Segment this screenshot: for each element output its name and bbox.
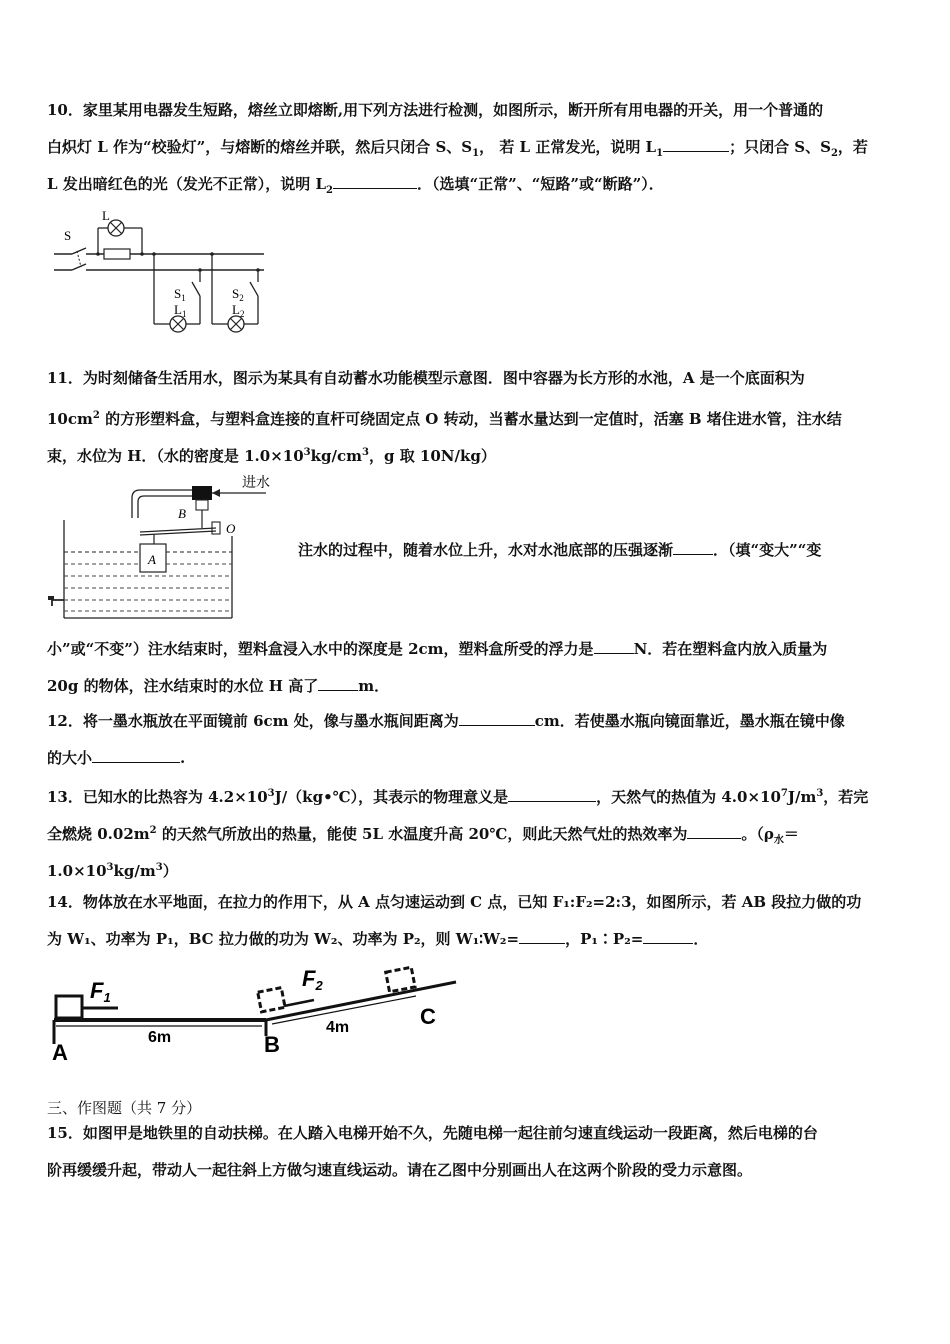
q14-label-a: A (52, 1040, 68, 1063)
q10-sub-s1: 1 (472, 148, 480, 159)
q11-line-2 (47, 397, 907, 434)
q13-line-3 (47, 849, 907, 886)
q11-label-b: B (178, 506, 186, 521)
q15-line-1: 15．如图甲是地铁里的自动扶梯。在人踏入电梯开始不久，先随电梯一起往前匀速直线运动一段距离，然后电梯的台 (47, 1124, 818, 1142)
q14-line-2 (47, 921, 907, 958)
q11-line-5 (47, 668, 907, 705)
q13-sup-5: 3 (106, 862, 114, 873)
q11-sup-cm2: 2 (92, 410, 100, 421)
q14-block-c (386, 967, 415, 992)
q12-line-1 (47, 703, 907, 740)
q10-switch-s-blade-2 (72, 264, 86, 270)
q13-blank-2[interactable] (687, 821, 741, 839)
q10-sub-l2: 2 (326, 185, 334, 196)
q14-line-1: 14．物体放在水平地面，在拉力的作用下，从 A 点匀速运动到 C 点，已知 F₁:F₂=2:3，如图所示，若 AB 段拉力做的功 (47, 893, 862, 911)
q10-label-s: S (64, 228, 72, 243)
q10-blank-1[interactable] (663, 134, 729, 152)
q11-blank-3[interactable] (318, 673, 358, 691)
q13-sup-3: 3 (816, 788, 824, 799)
q12-blank-2[interactable] (92, 745, 180, 763)
q14-label-f2: F2 (302, 966, 323, 993)
q10-switch-s-link (77, 251, 81, 267)
q11-label-inlet: 进水 (242, 476, 270, 491)
q11-line-1: 11．为时刻储备生活用水，图示为某具有自动蓄水功能模型示意图．图中容器为长方形的水池，A 是一个底面积为 (47, 369, 805, 387)
q13-sup-6: 3 (155, 862, 163, 873)
q12-blank-1[interactable] (459, 708, 535, 726)
q13-line-3a: 1.0×10 (47, 862, 107, 880)
q14-label-f1: F1 (90, 978, 111, 1005)
q10-line-2a: 白炽灯 L 作为“校验灯”，与熔断的熔丝并联，然后只闭合 S、S (47, 138, 473, 156)
q13-line-1d: J/m (787, 788, 817, 806)
q12-line-2 (47, 740, 907, 777)
q13-line-2 (47, 812, 907, 849)
q10-switch-s1 (192, 282, 200, 296)
question-14 (47, 884, 907, 958)
q14-label-b: B (264, 1032, 280, 1057)
q13-line-2a: 全燃烧 0.02m (47, 825, 150, 843)
q11-outlet-tap (52, 600, 64, 606)
section-3-title: 三、作图题（共 7 分） (47, 1099, 202, 1117)
q14-line-2c: ． (693, 930, 709, 948)
question-12 (47, 703, 907, 777)
q12-line-1a: 12．将一墨水瓶放在平面镜前 6cm 处，像与墨水瓶间距离为 (47, 712, 459, 730)
q10-label-l: L (102, 210, 110, 223)
question-11-cont (47, 631, 907, 705)
q11-line-5b: m． (358, 677, 390, 695)
q10-switch-s2 (250, 282, 258, 296)
q13-line-2c: 。（ρ (741, 825, 774, 843)
q10-line-3 (47, 166, 907, 203)
q14-label-4m: 4m (326, 1019, 350, 1036)
q11-line-5a: 20g 的物体，注水结束时的水位 H 高了 (47, 677, 319, 695)
q14-incline-figure (44, 958, 464, 1063)
q11-line-4a: 小”或“不变”）注水结束时，塑料盒浸入水中的深度是 2cm，塑料盒所受的浮力是 (47, 640, 594, 658)
q10-label-l1: $L_1$ (174, 302, 187, 319)
q11-label-o: O (226, 521, 236, 536)
q14-line-2b: ，P₁∶P₂= (565, 930, 644, 948)
q11-line-3b: kg/cm (310, 447, 363, 465)
q13-sub-water: 水 (773, 835, 784, 846)
q13-line-2d: ＝ (783, 825, 799, 843)
q10-line-3a: L 发出暗红色的光（发光不正常），说明 L (47, 175, 327, 193)
q13-blank-1[interactable] (508, 784, 596, 802)
q13-line-1c: ，天然气的热值为 4.0×10 (596, 788, 781, 806)
q10-line-2d: ，若 (837, 138, 868, 156)
q11-line-2b: 的方形塑料盒，与塑料盒连接的直杆可绕固定点 O 转动，当蓄水量达到一定值时，活塞 B 堵住进水管，注水结 (99, 410, 842, 428)
q11-side-text (298, 532, 821, 569)
q14-block-b (258, 988, 285, 1012)
q13-line-2b: 的天然气所放出的热量，能使 5L 水温度升高 20℃，则此天然气灶的热效率为 (156, 825, 688, 843)
question-13 (47, 775, 907, 886)
q11-blank-1[interactable] (673, 537, 713, 555)
question-10 (47, 92, 907, 203)
q13-line-3c: ） (162, 862, 178, 880)
q12-line-2b: . (180, 749, 186, 767)
q10-line-1: 10．家里某用电器发生短路，熔丝立即熔断,用下列方法进行检测，如图所示，断开所有用电器的开关，用一个普通的 (47, 101, 824, 119)
q10-line-2c: ；只闭合 S、S (729, 138, 831, 156)
q11-sup-exp: 3 (303, 447, 311, 458)
q11-sup-cm3: 3 (362, 447, 369, 458)
q11-blank-2[interactable] (594, 636, 634, 654)
q10-line-2 (47, 129, 907, 166)
q13-line-1b: J/（kg•℃），其表示的物理意义是 (274, 788, 509, 806)
q10-line-2b: ， 若 L 正常发光，说明 L (479, 138, 657, 156)
q11-tank-figure (40, 472, 290, 622)
q11-line-3 (47, 434, 907, 471)
q11-valve-block (192, 486, 212, 500)
q11-line-3a: 束，水位为 H．（水的密度是 1.0×10 (47, 447, 304, 465)
q11-side-a: 注水的过程中，随着水位上升，水对水池底部的压强逐渐 (298, 541, 674, 559)
q14-label-c: C (420, 1004, 436, 1029)
q10-blank-2[interactable] (333, 171, 417, 189)
q15-line-2: 阶再缓缓升起，带动人一起往斜上方做匀速直线运动。请在乙图中分别画出人在这两个阶段的受力示意图。 (47, 1161, 753, 1179)
q10-label-l2: $L_2$ (232, 302, 245, 319)
q14-blank-2[interactable] (643, 926, 693, 944)
q11-label-a: A (148, 552, 156, 567)
q14-block-a (56, 996, 82, 1018)
q14-blank-1[interactable] (519, 926, 565, 944)
q14-line-2a: 为 W₁、功率为 P₁，BC 拉力做的功为 W₂、功率为 P₂，则 W₁∶W₂= (47, 930, 520, 948)
q11-line-2a: 10cm (47, 410, 93, 428)
q10-sub-s2: 2 (830, 148, 838, 159)
question-11 (47, 360, 907, 471)
q13-sup-2: 7 (780, 788, 788, 799)
q10-sub-l1: 1 (656, 148, 664, 159)
q13-line-1 (47, 775, 907, 812)
question-15 (47, 1115, 907, 1189)
q11-side-b: ．（填“变大”“变 (713, 541, 822, 559)
q10-label-s2: $S_2$ (232, 286, 244, 303)
q13-line-1e: ，若完 (823, 788, 869, 806)
q12-line-2a: 的大小 (47, 749, 93, 767)
q10-line-3b: ．（选填“正常”、“短路”或“断路”）． (417, 175, 664, 193)
q13-sup-1: 3 (267, 788, 275, 799)
q11-line-4 (47, 631, 907, 668)
q11-line-4b: N．若在塑料盒内放入质量为 (633, 640, 828, 658)
q10-switch-s-blade-1 (72, 248, 86, 254)
q10-label-s1: $S_1$ (174, 286, 186, 303)
q13-sup-4: 2 (149, 825, 157, 836)
q11-piston-b (196, 500, 208, 510)
q13-line-3b: kg/m (113, 862, 156, 880)
q10-circuit-figure (44, 210, 274, 340)
q10-fuse (104, 249, 130, 259)
q14-force-f2 (284, 1000, 314, 1006)
q12-line-1b: cm．若使墨水瓶向镜面靠近，墨水瓶在镜中像 (534, 712, 845, 730)
q11-line-3c: ，g 取 10N/kg） (368, 447, 496, 465)
q14-label-6m: 6m (148, 1029, 172, 1046)
q13-line-1a: 13．已知水的比热容为 4.2×10 (47, 788, 268, 806)
